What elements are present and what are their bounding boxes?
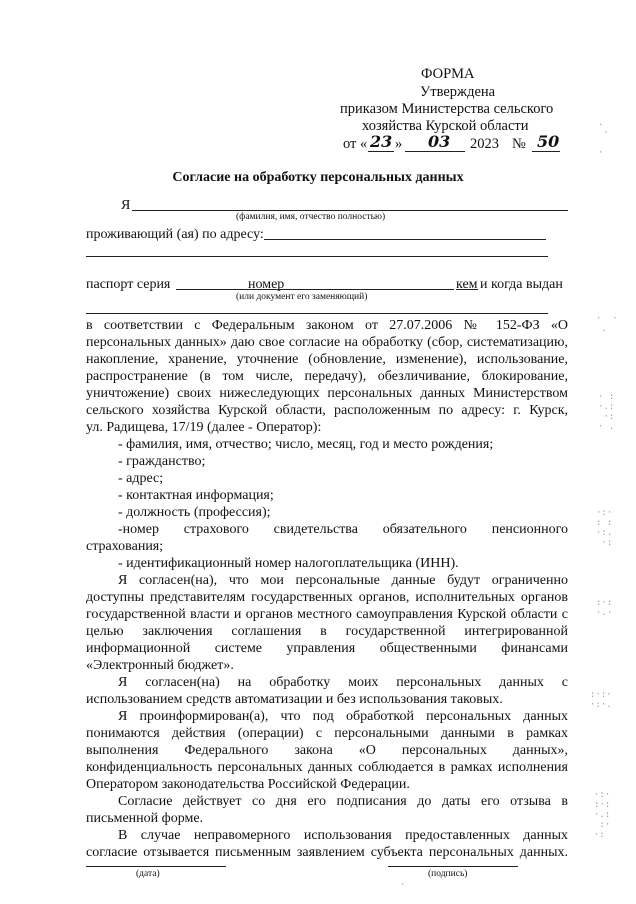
signature-hint: (подпись) bbox=[428, 869, 468, 879]
list-item-continued: страхования; bbox=[86, 539, 164, 554]
body-line: Оператором законодательства Российской Федерации. bbox=[86, 777, 410, 792]
issued-by-label: кем bbox=[456, 277, 478, 292]
address-line-1[interactable] bbox=[264, 239, 546, 240]
passport-series-line[interactable] bbox=[176, 289, 248, 290]
scan-noise: ·:· : : ·:. ·: bbox=[596, 508, 613, 548]
issued-by-underline bbox=[456, 289, 478, 290]
date-line[interactable] bbox=[86, 866, 226, 867]
order-number-underline bbox=[532, 151, 560, 152]
order-date-year: 2023 bbox=[470, 136, 499, 152]
issued-when-label: и когда выдан bbox=[480, 277, 563, 292]
scan-noise: . · · bbox=[598, 118, 609, 158]
body-line: персональных данных» даю свое согласие на обработку (сбор, систематизацию, bbox=[86, 335, 568, 350]
scan-noise: · · . bbox=[596, 314, 618, 334]
body-line: в соответствии с Федеральным законом от 27.07.2006 № 152-ФЗ «О bbox=[86, 318, 568, 333]
passport-issued-line[interactable] bbox=[86, 313, 548, 314]
body-line: информационной системе управления общественными финансами bbox=[86, 641, 568, 656]
list-item: - фамилия, имя, отчество; число, месяц, год и место рождения; bbox=[118, 437, 494, 452]
body-line: письменной форме. bbox=[86, 811, 204, 826]
passport-hint: (или документ его заменяющий) bbox=[236, 292, 368, 302]
address-label: проживающий (ая) по адресу: bbox=[86, 227, 264, 242]
signature-line[interactable] bbox=[388, 866, 518, 867]
body-line: целью заключения соглашения в государственной интегрированной bbox=[86, 624, 568, 639]
order-date-month: 03 bbox=[428, 132, 451, 151]
list-item: - контактная информация; bbox=[118, 488, 274, 503]
body-line: Я согласен(на), что мои персональные данные будут ограниченно bbox=[118, 573, 568, 588]
body-line: использованием средств автоматизации и без использования таковых. bbox=[86, 692, 503, 707]
body-line: конфиденциальность персональных данных соблюдается в рамках исполнения bbox=[86, 760, 568, 775]
scan-noise: · bbox=[400, 880, 406, 890]
body-line: распространение (в том числе, передачу), обезличивание, блокирование, bbox=[86, 369, 568, 384]
order-date-day: 23 bbox=[370, 132, 393, 151]
body-line: уничтожение) своих нижеследующих персональных данных Министерством bbox=[86, 386, 568, 401]
order-date-prefix: от « bbox=[343, 136, 368, 152]
document-title: Согласие на обработку персональных данных bbox=[172, 170, 464, 185]
order-line-1: приказом Министерства сельского bbox=[340, 101, 554, 117]
address-line-2[interactable] bbox=[86, 256, 548, 257]
list-item: -номер страхового свидетельства обязательного пенсионного bbox=[118, 522, 568, 537]
i-label: Я bbox=[121, 198, 131, 213]
body-line: В случае неправомерного использования предоставленных данных bbox=[118, 828, 568, 843]
scan-noise: · : ·.: ·: · . bbox=[598, 392, 615, 432]
order-number: 50 bbox=[537, 132, 560, 151]
scan-noise: :·: ·.· bbox=[596, 598, 613, 618]
body-line: «Электронный бюджет». bbox=[86, 658, 234, 673]
scan-noise: ·:· :·: ·.: :· ·: bbox=[594, 790, 611, 840]
order-date-mid: » bbox=[395, 136, 403, 152]
order-number-sign: № bbox=[512, 136, 526, 152]
order-line-2: хозяйства Курской области bbox=[362, 118, 529, 134]
fio-line[interactable] bbox=[132, 210, 568, 211]
passport-number-label: номер bbox=[248, 277, 285, 292]
body-line: государственной власти и органов местного самоуправления Курской области с bbox=[86, 607, 568, 622]
body-line: доступны представителям государственных органов, исполнительных органов bbox=[86, 590, 568, 605]
body-line: Я проинформирован(а), что под обработкой персональных данных bbox=[118, 709, 568, 724]
list-item: - идентификационный номер налогоплательщика (ИНН). bbox=[118, 556, 459, 571]
body-line: понимаются действия (операции) с персональными данными в рамках bbox=[86, 726, 568, 741]
body-line: Согласие действует со дня его подписания до даты его отзыва в bbox=[118, 794, 568, 809]
date-hint: (дата) bbox=[136, 869, 160, 879]
body-line: согласие отзывается письменным заявлением субъекта персональных данных. bbox=[86, 845, 568, 860]
passport-number-line[interactable] bbox=[248, 289, 454, 290]
approved-label: Утверждена bbox=[420, 84, 496, 100]
passport-series-label: паспорт серия bbox=[86, 277, 171, 292]
scan-noise: :·:· ·:·. bbox=[590, 690, 612, 710]
date-month-underline bbox=[405, 151, 465, 152]
list-item: - адрес; bbox=[118, 471, 164, 486]
date-day-underline bbox=[368, 151, 394, 152]
body-line: Я согласен(на) на обработку моих персональных данных с bbox=[118, 675, 568, 690]
list-item: - гражданство; bbox=[118, 454, 206, 469]
list-item: - должность (профессия); bbox=[118, 505, 271, 520]
body-line: выполнения Федерального закона «О персональных данных», bbox=[86, 743, 568, 758]
form-label: ФОРМА bbox=[421, 66, 475, 82]
body-line: накопление, хранение, уточнение (обновление, изменение), использование, bbox=[86, 352, 568, 367]
fio-hint: (фамилия, имя, отчество полностью) bbox=[236, 212, 386, 222]
body-line: ул. Радищева, 17/19 (далее - Оператор): bbox=[86, 420, 322, 435]
body-line: сельского хозяйства Курской области, расположенным по адресу: г. Курск, bbox=[86, 403, 568, 418]
